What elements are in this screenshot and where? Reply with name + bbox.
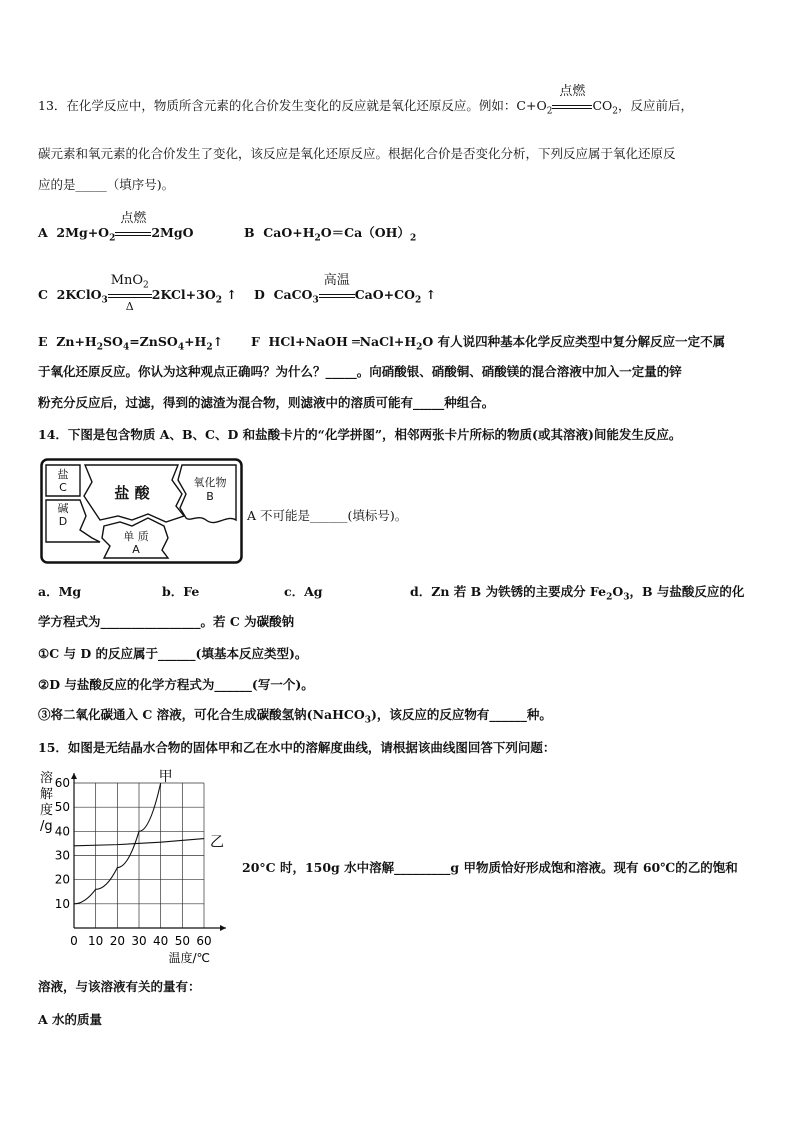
label-base-letter: D [58, 515, 68, 528]
y-tick-label: 30 [54, 848, 70, 863]
label-salt-letter: C [59, 481, 67, 494]
label-oxide: 氧化物 [193, 476, 227, 489]
y-axis-arrow [71, 773, 77, 779]
q14-side-text: A 不可能是______(填标号)。 [247, 508, 408, 523]
y-axis-label: 溶 [40, 771, 54, 786]
x-axis-label: 温度/℃ [168, 951, 210, 965]
q14-stem: 14．下图是包含物质 A、B、C、D 和盐酸卡片的“化学拼图”，相邻两张卡片所标的物质(或其溶液)间能发生反应。 [38, 427, 682, 442]
label-element: 单 质 [123, 530, 149, 543]
q14-item3: ③将二氧化碳通入 C 溶液，可化合生成碳酸氢钠(NaHCO$_3$)，该反应的反应物有______种。 [38, 707, 552, 726]
label-base: 碱 [57, 502, 69, 515]
series-label-yi: 乙 [210, 834, 224, 851]
x-tick-label: 30 [131, 934, 147, 948]
q15-line2: 溶液，与该溶液有关的量有： [38, 979, 201, 994]
q13-option-e-f: E $Zn+H_2SO_4=ZnSO_4+H_2↑$ F HCl+NaOH $═NaCl+H_2O$ 有人说四种基本化学反应类型中复分解反应一定不属 [38, 334, 726, 353]
reaction-condition: 高温 [319, 287, 355, 303]
x-tick-label: 10 [88, 934, 104, 948]
reaction-condition: MnO$_2$ Δ [108, 287, 152, 303]
label-element-letter: A [132, 543, 140, 556]
y-tick-label: 20 [54, 872, 70, 887]
series-label-jia: 甲 [158, 769, 173, 785]
x-tick-label: 0 [70, 934, 78, 948]
solubility-curve-chart [38, 768, 238, 968]
reaction-condition: 点燃 [115, 225, 151, 241]
q13-option-a: A $2Mg+O_2$ 点燃 2MgO [38, 211, 194, 244]
label-salt: 盐 [57, 468, 69, 481]
x-axis-arrow [220, 925, 226, 931]
y-axis-label: 解 [40, 787, 54, 802]
q15-option-a: A 水的质量 [38, 1012, 103, 1027]
q13-option-b: B $CaO+H_2O=Ca(OH)_2$ [244, 225, 417, 244]
q13-line-e2: 于氧化还原反应。你认为这种观点正确吗？为什么？_____。向硝酸银、硝酸铜、硝酸镁的混合溶液中加入一定量的锌 [38, 364, 682, 379]
q13-option-d: D CaCO$_3$ 高温 $CaO+CO_2$ ↑ [254, 273, 437, 306]
y-tick-label: 10 [54, 896, 70, 911]
q15-stem: 15．如图是无结晶水合物的固体甲和乙在水中的溶解度曲线，请根据该曲线图回答下列问题： [38, 740, 556, 755]
reaction-condition: 点燃 [552, 98, 592, 114]
q15-side-text: 20°C 时，150g 水中溶解_________g 甲物质恰好形成饱和溶液。现有 60℃的乙的饱和 [242, 860, 738, 875]
x-tick-label: 60 [196, 934, 212, 948]
y-tick-label: 40 [54, 824, 70, 839]
q14-options: a．Mg b．Fe c．Ag d．Zn 若 B 为铁锈的主要成分 $Fe_2O_3$，B 与盐酸反应的化 [38, 584, 745, 603]
y-axis-label: /g [40, 819, 53, 834]
x-tick-label: 50 [174, 934, 190, 948]
label-acid: 盐 酸 [114, 484, 150, 502]
y-tick-label: 50 [54, 800, 70, 815]
label-oxide-letter: B [206, 490, 214, 503]
chemistry-puzzle-diagram [40, 458, 243, 564]
q13-option-c: C 2KClO$_3$ MnO$_2$ Δ $2KCl+3O_2$ ↑ [38, 273, 237, 313]
q13-line1: 13．在化学反应中，物质所含元素的化合价发生变化的反应就是氧化还原反应。例如：$C+O_2$ 点燃 $CO_2$，反应前后， [38, 84, 693, 117]
y-tick-label: 60 [54, 776, 70, 790]
q14-item1: ①C 与 D 的反应属于______(填基本反应类型)。 [38, 646, 308, 661]
y-axis-label: 度 [40, 803, 54, 818]
x-tick-label: 20 [109, 934, 125, 948]
q13-line3: 应的是_____（填序号)。 [38, 177, 175, 192]
q13-line-e3: 粉充分反应后，过滤，得到的滤渣为混合物，则滤液中的溶质可能有_____种组合。 [38, 395, 495, 410]
q13-line2: 碳元素和氧元素的化合价发生了变化，该反应是氧化还原反应。根据化合价是否变化分析，下列反应属于氧化还原反 [38, 146, 676, 161]
x-tick-label: 40 [153, 934, 169, 948]
q14-item2: ②D 与盐酸反应的化学方程式为______(写一个)。 [38, 677, 314, 692]
q14-line2: 学方程式为________________。若 C 为碳酸钠 [38, 614, 295, 629]
